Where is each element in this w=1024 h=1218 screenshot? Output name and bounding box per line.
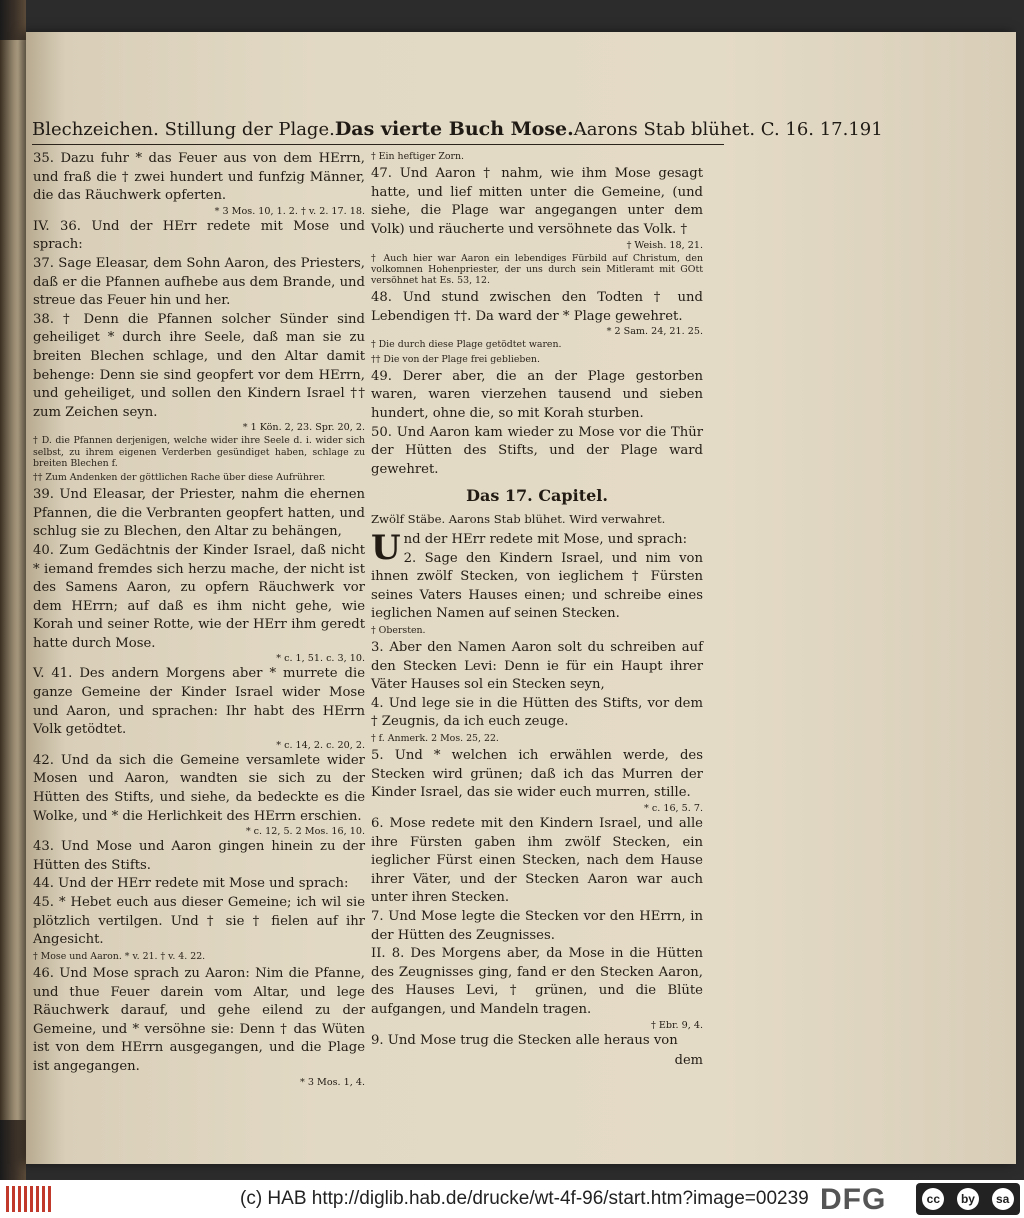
header-right: Aarons Stab blühet. C. 16. 17. (573, 119, 849, 140)
header-rule (32, 144, 724, 145)
right-column (371, 150, 703, 1071)
cross-reference: † Ebr. 9, 4. (651, 1019, 703, 1031)
verse: 46. Und Mose sprach zu Aaron: Nim die Pfanne, und thue Feuer darein vom Altar, und lege Räuchwerk darauf, und gehe eilend zu der Gemeine, und * versöhne sie: Denn † das Wüten ist von dem HErrn ausgegangen, und die Plage ist angegangen. (33, 965, 365, 1074)
hab-logo-icon[interactable] (6, 1186, 51, 1212)
verse: II. 8. Des Morgens aber, da Mose in die Hütten des Zeugnisses ging, fand er den Stecken Aaron, des Hauses Levi, † grünen, und die Blüte aufgangen, und Mandeln tragen. (371, 946, 703, 1017)
verse: 5. Und * welchen ich erwählen werde, des Stecken wird grünen; daß ich das Murren der Kinder Israel, das sie wider euch murren, stille. (371, 748, 703, 801)
cross-reference: * c. 16, 5. 7. (644, 803, 703, 815)
cross-reference: * 3 Mos. 10, 1. 2. † v. 2. 17. 18. (214, 205, 365, 217)
by-icon: by (957, 1188, 979, 1210)
verse: 42. Und da sich die Gemeine versamlete wider Mosen und Aaron, wandten sie sich zu der Hütten des Stifts, und siehe, da bedeckte es die Wolke, und * die Herlichkeit des HErrn erschien. (33, 752, 365, 824)
chapter-heading: Das 17. Capitel. (466, 486, 608, 506)
footnote: †† Zum Andenken der göttlichen Rache über diese Aufrührer. (33, 471, 326, 483)
cross-reference: * c. 12, 5. 2 Mos. 16, 10. (245, 826, 365, 838)
footnote: † D. die Pfannen derjenigen, welche wider ihre Seele d. i. wider sich selbst, zu ihrem eigenen Verderben gesündiget haben, schlage zu breiten Blechen f. (33, 435, 365, 469)
header-center: Das vierte Buch Mose. (334, 118, 574, 140)
verse: 49. Derer aber, die an der Plage gestorben waren, waren vierzehen tausend und sieben hundert, ohne die, so mit Korah sturben. (371, 368, 703, 421)
dfg-logo[interactable]: DFG (820, 1183, 887, 1216)
verse: 39. Und Eleasar, der Priester, nahm die ehernen Pfannen, die die Verbranten geopfert hatten, und schlug sie zu Blechen, den Altar zu behängen, (33, 487, 365, 540)
verse: 37. Sage Eleasar, dem Sohn Aaron, des Priesters, daß er die Pfannen aufhebe aus dem Brande, und streue das Feuer hin und her. (33, 255, 365, 309)
verse: 2. Sage den Kindern Israel, und nim von ihnen zwölf Stecken, von ieglichem † Fürsten seines Vaters Hauses einen; und schreibe eines ieglichen Namen auf seinen Stecken. (371, 550, 703, 622)
verse: 38. † Denn die Pfannen solcher Sünder sind geheiliget * durch ihre Seele, daß man sie zu breiten Blechen schlage, und den Altar damit behenge: Denn sie sind geopfert vor dem HErrn, und geheiliget, und sollen den Kindern Israel †† zum Zeichen seyn. (33, 311, 365, 420)
cross-reference: † Weish. 18, 21. (626, 239, 703, 251)
footnote: † Ein heftiger Zorn. (371, 151, 465, 162)
header-left: Blechzeichen. Stillung der Plage. (32, 119, 335, 140)
chapter-summary: Zwölf Stäbe. Aarons Stab blühet. Wird verwahret. (371, 511, 666, 526)
verse: 48. Und stund zwischen den Todten † und Lebendigen ††. Da ward der * Plage gewehret. (371, 290, 703, 324)
drop-cap: U (371, 527, 401, 568)
cross-reference: * 2 Sam. 24, 21. 25. (606, 326, 703, 338)
catchword: dem (674, 1053, 703, 1069)
verse: 50. Und Aaron kam wieder zu Mose vor die Thür der Hütten des Stifts, und der Plage ward gewehret. (371, 424, 703, 477)
running-header (32, 118, 883, 140)
footer-bar (0, 1180, 1024, 1218)
verse: 47. Und Aaron † nahm, wie ihm Mose gesagt hatte, und lief mitten unter die Gemeine, (und siehe, die Plage war angegangen unter dem Volk) und räucherte und versöhnete das Volk. † (371, 166, 703, 237)
page-number: 191 (848, 119, 883, 140)
verse: 43. Und Mose und Aaron gingen hinein zu der Hütten des Stifts. (33, 839, 365, 873)
left-column (33, 150, 365, 1089)
verse: V. 41. Des andern Morgens aber * murrete die ganze Gemeine der Kinder Israel wider Mose und Aaron, und sprachen: Ihr habt des HErrn Volk getödtet. (33, 666, 365, 738)
cross-reference: * 3 Mos. 1, 4. (300, 1076, 365, 1088)
footnote: † Obersten. (371, 624, 426, 636)
verse: 4. Und lege sie in die Hütten des Stifts, vor dem † Zeugnis, da ich euch zeuge. (371, 695, 703, 730)
verse: 9. Und Mose trug die Stecken alle heraus von (371, 1032, 678, 1048)
cross-reference: * 1 Kön. 2, 23. Spr. 20, 2. (242, 422, 365, 434)
verse: 44. Und der HErr redete mit Mose und sprach: (33, 876, 349, 892)
cross-reference: * c. 14, 2. c. 20, 2. (276, 739, 365, 751)
verse: 6. Mose redete mit den Kindern Israel, und alle ihre Fürsten gaben ihm zwölf Stecken, ein ieglicher Fürst einen Stecken, nach dem Hause ihrer Väter, und der Stecken Aaron war auch unter ihren Stecken. (371, 816, 703, 906)
verse: 35. Dazu fuhr * das Feuer aus von dem HErrn, und fraß die † zwei hundert und funfzig Männer, die das Räuchwerk opferten. (33, 151, 365, 204)
cross-reference: * c. 1, 51. c. 3, 10. (276, 653, 365, 665)
verse: 45. * Hebet euch aus dieser Gemeine; ich wil sie plötzlich vertilgen. Und † sie † fielen auf ihr Angesicht. (33, 895, 365, 948)
verse: 40. Zum Gedächtnis der Kinder Israel, daß nicht * iemand fremdes sich herzu mache, der nicht ist des Samens Aaron, zu opfern Räuchwerk vor dem HErrn; auf daß es ihm nicht gehe, wie Korah und seiner Rotte, wie der HErr ihm geredt hatte durch Mose. (33, 542, 365, 651)
sa-icon: sa (992, 1188, 1014, 1210)
cc-icon: cc (922, 1188, 944, 1210)
verse: 7. Und Mose legte die Stecken vor den HErrn, in der Hütten des Zeugnisses. (371, 909, 703, 943)
footnote: † f. Anmerk. 2 Mos. 25, 22. (371, 733, 499, 745)
footnote: † Auch hier war Aaron ein lebendiges Fürbild auf Christum, den volkomnen Hohenpriester, der uns durch sein Mitleramt mit GOtt versöhnet hat Es. 53, 12. (371, 252, 703, 286)
chapter-opening-verse (371, 527, 703, 568)
copyright-credit[interactable]: (c) HAB http://diglib.hab.de/drucke/wt-4f-96/start.htm?image=00239 (240, 1188, 809, 1209)
license-badge[interactable] (916, 1183, 1020, 1215)
verse-text: nd der HErr redete mit Mose, und sprach: (403, 531, 688, 547)
footnote: † Die durch diese Plage getödtet waren. (371, 339, 562, 351)
verse: 3. Aber den Namen Aaron solt du schreiben auf den Stecken Levi: Denn ie für ein Haupt ihrer Väter Hauses sol ein Stecken seyn, (371, 640, 703, 693)
footnote: † Mose und Aaron. * v. 21. † v. 4. 22. (33, 950, 206, 962)
verse: IV. 36. Und der HErr redete mit Mose und sprach: (33, 218, 365, 253)
footnote: †† Die von der Plage frei geblieben. (371, 353, 540, 365)
